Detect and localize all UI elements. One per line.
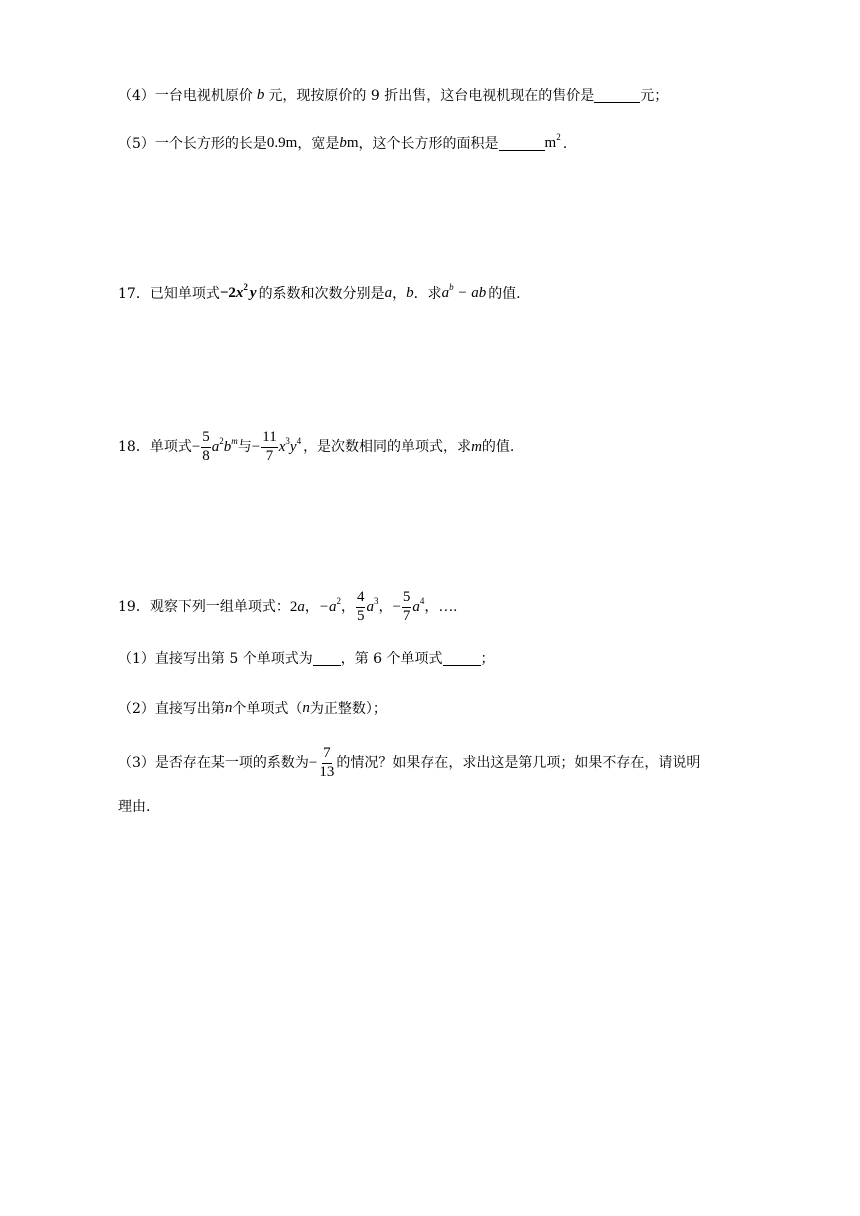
q19-p3-c: 理由. (118, 799, 151, 815)
q19-p2-n2: n (302, 700, 310, 716)
q18-text1: 单项式 (149, 439, 192, 456)
q17-text4: 的值. (488, 285, 521, 302)
q18-text4: 的值. (481, 439, 515, 456)
q19-term4: $a^4$ (412, 595, 425, 615)
q19-comma: ， (340, 599, 355, 616)
q18-fraction-5-8: $\frac{5}{8}$ (202, 429, 210, 464)
q19-part3-cont (118, 800, 150, 814)
q16-p5-prefix: （5）一个长方形的长是 (118, 135, 267, 152)
q19-p3-sign: − (308, 754, 318, 771)
q19-term4-sign: − (392, 598, 401, 615)
q16-p4-prefix: （4）一台电视机原价 (118, 87, 253, 104)
q16-p5-length: 0.9m (266, 135, 298, 151)
q19-p3-fraction-7-13: $\frac{7}{13}$ (319, 745, 335, 780)
q18-text2: 与 (237, 439, 252, 456)
q17-var-a: a (384, 285, 393, 301)
answer-blank (443, 651, 481, 666)
q19-text1: 观察下列一组单项式： (149, 599, 290, 616)
question-18 (118, 430, 514, 465)
q16-p5-end: . (562, 135, 568, 152)
q17-text2: 的系数和次数分别是 (258, 285, 385, 302)
q19-p1-a: （1）直接写出第 5 个单项式为 (118, 650, 313, 667)
q18-var-m: m (471, 438, 482, 455)
q17-var-b: b (406, 285, 414, 301)
q16-p5-width-var: b (339, 135, 347, 151)
q17-text3: ．求 (413, 285, 442, 302)
answer-blank (313, 651, 341, 666)
question-17 (118, 282, 521, 302)
q19-fraction-5-7: $\frac{5}{7}$ (402, 589, 411, 624)
q19-p2-b: 个单项式（ (232, 700, 303, 717)
q16-p5-width-unit: m (346, 135, 359, 151)
q16-part5 (118, 132, 568, 152)
q16-p5-mid2: ，这个长方形的面积是 (358, 135, 499, 152)
q19-ellipsis: … (438, 598, 454, 615)
q19-part2 (118, 701, 387, 716)
q18-sign1: − (191, 438, 201, 455)
q19-p3-a: （3）是否存在某一项的系数为 (118, 755, 309, 772)
q19-p1-c: ； (480, 650, 495, 667)
q19-p3-b: 的情况？如果存在，求出这是第几项；如果不存在，请说明 (336, 755, 701, 772)
q19-p2-a: （2）直接写出第 (118, 700, 225, 717)
q18-term1: $a^2b^m$ (211, 435, 238, 455)
q17-expression: $a^b$ − ab (441, 282, 487, 301)
q19-fraction-4-5: $\frac{4}{5}$ (356, 589, 365, 624)
q16-p5-mid1: ，宽是 (297, 135, 340, 152)
q19-part1 (118, 651, 495, 666)
q18-term2: $x^3y^4$ (278, 435, 302, 455)
q16-p4-suffix: 元； (640, 87, 669, 104)
q16-p5-unit: $m^2$ (544, 132, 561, 151)
q19-comma: ， (424, 599, 439, 616)
answer-blank (594, 88, 640, 103)
q18-number: 18． (118, 439, 150, 456)
q19-term1: 2a (289, 598, 305, 615)
q17-number: 17． (118, 285, 150, 302)
q19-term3: $a^3$ (366, 595, 379, 615)
q16-part4 (118, 88, 668, 103)
q16-p4-var: b (256, 87, 265, 103)
q19-term2: $-a^2$ (318, 595, 341, 615)
q18-text3: ，是次数相同的单项式，求 (303, 439, 472, 456)
answer-blank (499, 136, 545, 151)
q19-end: . (453, 598, 458, 615)
q17-expr: $-2x^2$ y (219, 282, 257, 301)
q18-fraction-11-7: $\frac{11}{7}$ (262, 429, 277, 464)
q19-p2-c: 为正整数）； (309, 700, 387, 717)
q19-comma: ， (378, 599, 393, 616)
q18-sign2: − (251, 438, 261, 455)
q19-p2-n: n (224, 700, 233, 716)
q19-part3 (118, 746, 700, 781)
question-19 (118, 590, 457, 625)
q19-number: 19． (118, 599, 150, 616)
q19-comma: ， (304, 599, 319, 616)
q17-text1: 已知单项式 (149, 285, 220, 302)
q16-p4-mid: 元，现按原价的 9 折出售，这台电视机现在的售价是 (268, 87, 595, 104)
q19-p1-b: ，第 6 个单项式 (340, 650, 443, 667)
q17-sep: ， (392, 285, 407, 302)
